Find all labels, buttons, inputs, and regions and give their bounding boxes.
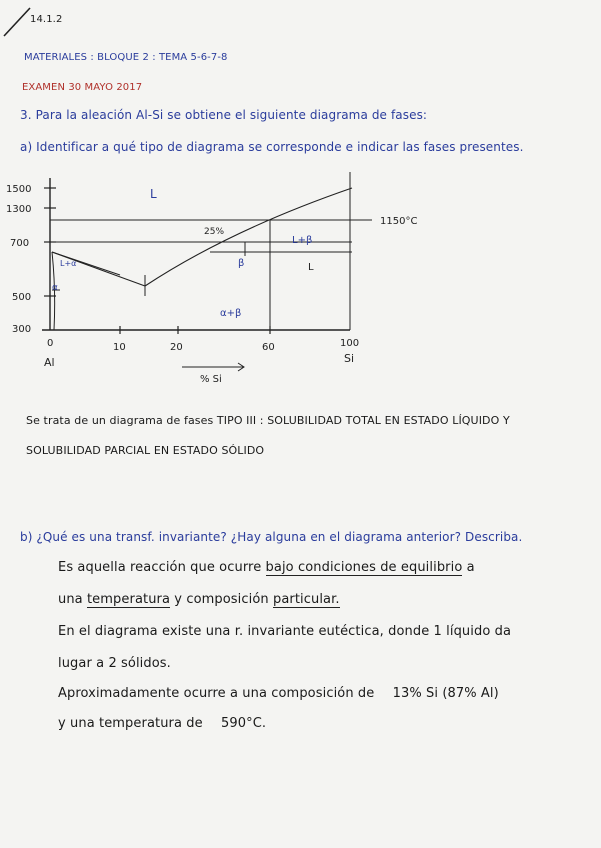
region-beta: β xyxy=(238,258,245,269)
liquidus-right xyxy=(145,188,352,286)
question-3b: b) ¿Qué es una transf. invariante? ¿Hay alguna en el diagrama anterior? Describa. xyxy=(20,530,523,544)
x-tick-10: 10 xyxy=(113,342,126,353)
question-3a: a) Identificar a qué tipo de diagrama se corresponde e indicar las fases presentes. xyxy=(20,140,524,154)
y-tick-300: 300 xyxy=(12,324,32,335)
answer-a-line-1: Se trata de un diagrama de fases TIPO III : SOLUBILIDAD TOTAL EN ESTADO LÍQUIDO Y xyxy=(26,414,510,427)
y-tick-1300: 1300 xyxy=(6,204,32,215)
answer-b-line-4: lugar a 2 sólidos. xyxy=(58,656,171,671)
y-tick-700: 700 xyxy=(10,238,30,249)
answer-b-line-5: Aproximadamente ocurre a una composición de 13% Si (87% Al) xyxy=(58,686,499,701)
underline-particular: particular. xyxy=(272,592,340,607)
underline-equilibrium: bajo condiciones de equilibrio xyxy=(265,560,463,575)
answer-b-line-3: En el diagrama existe una r. invariante eutéctica, donde 1 líquido da xyxy=(58,624,512,639)
region-liquid: L xyxy=(150,187,157,201)
x-tick-60: 60 xyxy=(262,342,275,353)
x-axis-label: % Si xyxy=(200,374,222,385)
region-liquid-small: L xyxy=(308,262,314,273)
course-header: MATERIALES : BLOQUE 2 : TEMA 5-6-7-8 xyxy=(24,52,228,63)
region-liquid-beta: L+β xyxy=(292,235,313,246)
answer-b-line-1: Es aquella reacción que ocurre bajo condiciones de equilibrio a xyxy=(58,560,475,575)
answer-b-line-6: y una temperatura de 590°C. xyxy=(58,716,267,731)
region-liquid-alpha: L+α xyxy=(60,259,77,268)
phase-diagram xyxy=(0,170,601,400)
region-alpha-beta: α+β xyxy=(220,308,242,319)
question-3-statement: 3. Para la aleación Al-Si se obtiene el siguiente diagrama de fases: xyxy=(20,108,428,122)
x-tick-0: 0 xyxy=(47,338,54,349)
composition-label: 25% xyxy=(204,227,225,237)
x-tick-100: 100 xyxy=(340,338,360,349)
x-tick-20: 20 xyxy=(170,342,183,353)
exam-date: EXAMEN 30 MAYO 2017 xyxy=(22,82,143,93)
answer-b-line-2: una temperatura y composición particular. xyxy=(58,592,340,607)
answer-a-line-2: SOLUBILIDAD PARCIAL EN ESTADO SÓLIDO xyxy=(26,444,265,457)
page-number: 14.1.2 xyxy=(30,14,63,25)
x-start-element: Al xyxy=(44,356,55,369)
x-end-element: Si xyxy=(344,352,355,365)
y-tick-1500: 1500 xyxy=(6,184,32,195)
isotherm-label: 1150°C xyxy=(380,216,418,227)
underline-temperature: temperatura xyxy=(86,592,171,607)
y-tick-500: 500 xyxy=(12,292,32,303)
region-alpha: α xyxy=(52,283,58,293)
